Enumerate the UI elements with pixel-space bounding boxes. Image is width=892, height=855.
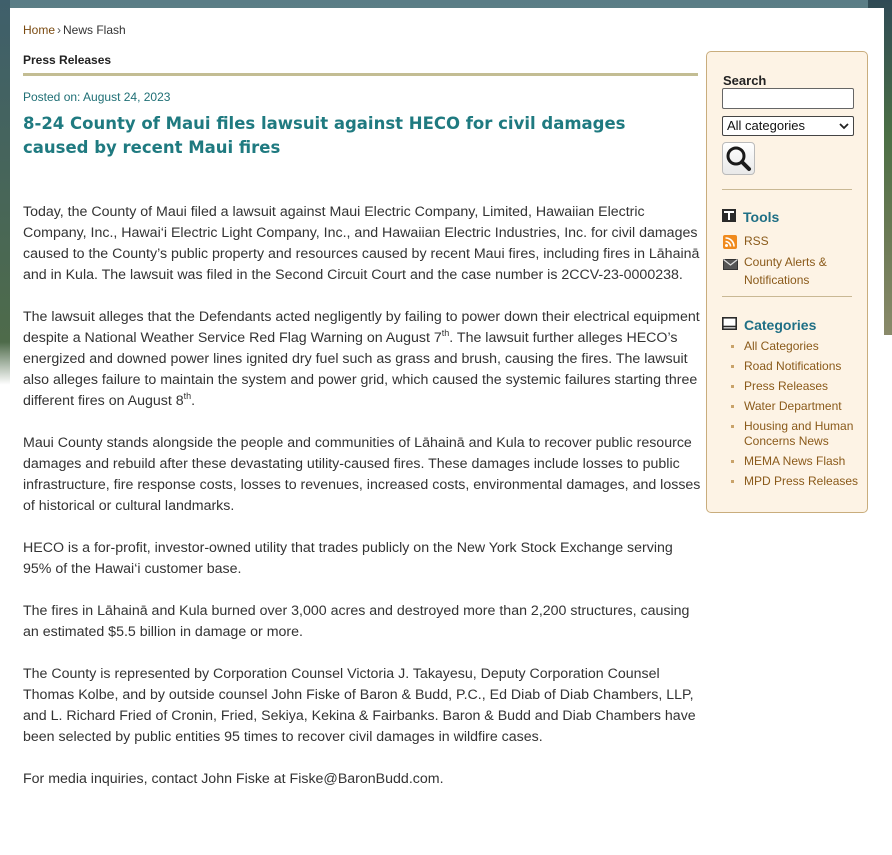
search-input[interactable]	[722, 88, 854, 109]
category-link-mpd[interactable]: MPD Press Releases	[729, 474, 864, 489]
search-label: Search	[723, 73, 767, 88]
article-headline: 8-24 County of Maui files lawsuit against HECO for civil damages caused by recent Maui fires	[23, 114, 626, 157]
ordinal-suffix: th	[183, 391, 192, 401]
category-link-road-notifications[interactable]: Road Notifications	[729, 359, 864, 374]
section-title: Press Releases	[23, 53, 698, 76]
article-paragraph: Maui County stands alongside the people and communities of Lāhainā and Kula to recover public resource damages and rebuild after these devastating utility-caused fires. These damages include losses to public infrastructure, fire response costs, losses to revenues, increased costs, environmental damages, and losses of historical or cultural landmarks.	[23, 435, 701, 514]
category-select-value: All categories	[727, 118, 806, 133]
category-select[interactable]	[722, 116, 854, 136]
tools-heading	[722, 209, 779, 225]
envelope-icon	[723, 257, 738, 275]
rss-link[interactable]: RSS	[744, 234, 769, 248]
article-text: .	[191, 393, 196, 409]
category-link-all[interactable]: All Categories	[729, 339, 864, 354]
sidebar-divider	[722, 189, 852, 190]
categories-heading	[722, 317, 816, 333]
page-content	[10, 8, 884, 855]
article-paragraph: Today, the County of Maui filed a lawsuit against Maui Electric Company, Limited, Hawaiian Electric Company, Inc., Hawai‘i Electric Light Company, Inc., and Hawaiian Electric Industries, Inc. for civil damages caused to the County’s public property and resources caused by recent Maui fires, including fires in Lāhainā and in Kula. The lawsuit was filed in the Second Circuit Court and the case number is 2CCV-23-0000238.	[23, 204, 700, 283]
breadcrumb-separator: ›	[57, 23, 62, 37]
categories-heading-label: Categories	[744, 317, 817, 333]
category-link-housing[interactable]: Housing and Human Concerns News	[729, 419, 864, 449]
category-link-mema[interactable]: MEMA News Flash	[729, 454, 864, 469]
article-text: . The lawsuit further alleges HECO’s energized and downed power lines ignited dry fuel such as grass and brush, causing the fires. The lawsuit also alleges failure to maintain the system and power grid, which caused the systemic failures starting three different fires on August 8	[23, 330, 698, 409]
breadcrumb-home-link[interactable]: Home	[23, 23, 56, 37]
rss-icon	[723, 235, 737, 254]
article-paragraph: For media inquiries, contact John Fiske at Fiske@BaronBudd.com.	[23, 771, 444, 787]
chevron-down-icon	[839, 120, 849, 138]
article-paragraph: The fires in Lāhainā and Kula burned over 3,000 acres and destroyed more than 2,200 structures, causing an estimated $5.5 billion in damage or more.	[23, 603, 690, 640]
article-paragraph: The County is represented by Corporation Counsel Victoria J. Takayesu, Deputy Corporation Counsel Thomas Kolbe, and by outside counsel John Fiske of Baron & Budd, P.C., Ed Diab of Diab Chambers, LLP, and L. Richard Fried of Cronin, Fried, Sekiya, Kekina & Fairbanks. Baron & Budd and Diab Chambers have been selected by public entities 95 times to recover civil damages in wildfire cases.	[23, 666, 696, 745]
article-paragraph: HECO is a for-profit, investor-owned utility that trades publicly on the New York Stock Exchange serving 95% of the Hawai‘i customer base.	[23, 540, 673, 577]
breadcrumb	[23, 23, 126, 37]
search-icon	[723, 161, 754, 178]
background-photo-left	[0, 0, 10, 855]
county-alerts-link[interactable]: County Alerts & Notifications	[744, 255, 827, 287]
ordinal-suffix: th	[441, 328, 450, 338]
category-link-water-department[interactable]: Water Department	[729, 399, 864, 414]
book-icon	[722, 317, 737, 333]
breadcrumb-current: News Flash	[63, 23, 126, 37]
sidebar-divider	[722, 296, 852, 297]
article-text: The lawsuit alleges that the Defendants acted negligently by failing to power down their electrical equipment despite a National Weather Service Red Flag Warning on August 7	[23, 309, 700, 346]
category-list	[729, 339, 864, 494]
tools-heading-label: Tools	[743, 209, 780, 225]
search-button[interactable]	[722, 142, 755, 175]
article-paragraph	[23, 307, 703, 412]
tools-icon	[722, 209, 736, 225]
category-link-press-releases[interactable]: Press Releases	[729, 379, 864, 394]
article-body	[23, 202, 703, 811]
sidebar	[706, 51, 868, 513]
posted-date: Posted on: August 24, 2023	[23, 90, 171, 104]
